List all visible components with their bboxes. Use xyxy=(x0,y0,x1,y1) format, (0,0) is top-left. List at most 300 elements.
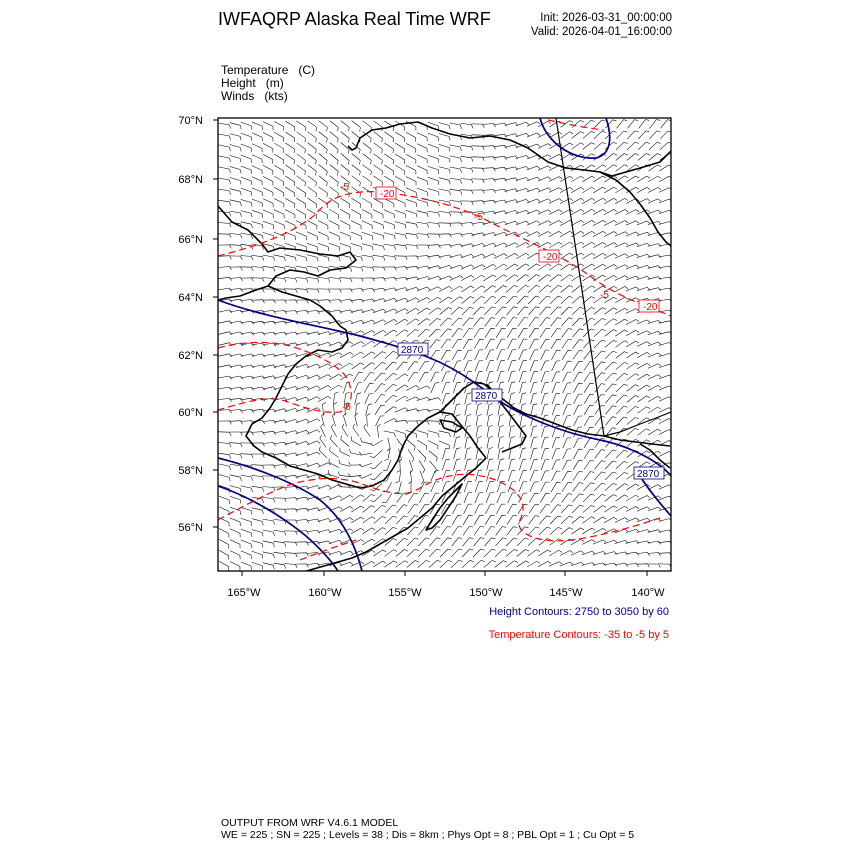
wind-barb xyxy=(285,165,294,175)
wind-barb xyxy=(648,255,661,258)
wind-barb xyxy=(219,507,229,515)
wind-barb xyxy=(616,165,628,172)
wind-barb xyxy=(605,483,617,490)
wind-barb xyxy=(472,146,485,150)
wind-barb xyxy=(362,221,372,229)
wind-barb xyxy=(307,198,316,208)
wind-barb xyxy=(319,121,328,132)
wind-barb xyxy=(384,165,393,175)
wind-barb xyxy=(252,267,265,272)
wind-barb xyxy=(572,132,584,139)
wind-barb xyxy=(638,407,651,413)
coastline-arctic-east xyxy=(600,172,671,246)
wind-barb xyxy=(584,394,594,403)
wind-barb xyxy=(528,550,540,557)
wind-barb xyxy=(361,438,373,444)
wind-barb xyxy=(329,300,342,303)
wind-barb xyxy=(508,470,515,481)
wind-barb xyxy=(550,539,562,545)
wind-barb xyxy=(428,144,439,152)
wind-barb xyxy=(582,209,595,214)
wind-barb xyxy=(627,385,639,392)
wind-barb xyxy=(516,210,529,214)
wind-barb xyxy=(572,318,583,326)
wind-barb xyxy=(241,529,252,537)
wind-barb xyxy=(406,287,419,290)
wind-barb xyxy=(519,350,527,360)
wind-barb xyxy=(509,393,515,405)
wind-barb xyxy=(263,552,275,558)
wind-barb xyxy=(539,285,551,292)
wind-barb xyxy=(352,363,365,369)
wind-barb xyxy=(584,416,593,426)
wind-barb xyxy=(582,242,595,247)
wind-barb xyxy=(418,538,429,546)
wind-barb xyxy=(307,452,320,456)
wind-barb xyxy=(519,360,527,371)
wind-barb xyxy=(540,318,551,327)
wind-barb xyxy=(450,255,463,258)
height-label-3: 2870 xyxy=(637,469,660,480)
wind-barb xyxy=(406,233,418,238)
height-contour-east xyxy=(640,476,671,516)
wind-barb xyxy=(497,504,506,514)
wind-barb xyxy=(528,275,540,282)
wind-barb xyxy=(465,415,471,427)
wind-barb xyxy=(428,441,438,450)
wind-barb xyxy=(408,505,418,514)
wind-barb xyxy=(574,405,583,415)
wind-barb xyxy=(296,364,309,367)
wind-barb xyxy=(428,421,441,425)
wind-barb xyxy=(429,451,438,462)
wind-barb xyxy=(296,198,305,208)
wind-barb xyxy=(462,560,474,567)
wind-barb xyxy=(252,562,263,569)
wind-barb xyxy=(307,375,320,379)
wind-barb xyxy=(594,120,605,128)
wind-barb xyxy=(285,354,298,357)
wind-barb xyxy=(552,393,560,404)
wind-barb xyxy=(296,542,309,546)
wind-barb xyxy=(563,383,572,393)
wind-barb xyxy=(616,417,627,425)
wind-barb xyxy=(593,528,606,533)
wind-barb xyxy=(219,167,231,173)
wind-barb xyxy=(428,431,439,438)
wind-barb xyxy=(374,373,385,381)
wind-barb xyxy=(428,276,441,280)
wind-barb xyxy=(252,432,265,435)
wind-barb xyxy=(395,298,408,302)
wind-barb xyxy=(483,233,496,236)
wind-barb xyxy=(428,234,441,238)
wind-barb xyxy=(384,431,396,437)
wind-barb xyxy=(373,288,386,291)
wind-barb xyxy=(573,361,583,370)
height-contour-note: Height Contours: 2750 to 3050 by 60 xyxy=(489,606,669,618)
wind-barb xyxy=(285,221,295,230)
wind-barb xyxy=(486,350,494,360)
wind-barb xyxy=(296,452,309,455)
wind-barb xyxy=(219,529,229,538)
wind-barb xyxy=(431,372,440,382)
wind-barb xyxy=(472,275,485,281)
wind-barb xyxy=(659,188,672,193)
wind-barb xyxy=(486,481,494,492)
wind-barb xyxy=(307,232,318,240)
wind-barb xyxy=(296,187,305,197)
wind-barb xyxy=(571,187,584,192)
wind-barb xyxy=(450,145,462,151)
wind-barb xyxy=(384,210,395,218)
wind-barb xyxy=(538,210,551,215)
wind-barb xyxy=(604,221,617,226)
wind-barb xyxy=(627,428,639,435)
wind-barb xyxy=(530,459,537,470)
wind-barb xyxy=(385,516,397,524)
wind-barb xyxy=(296,375,309,379)
wind-barb xyxy=(594,308,606,315)
wind-barb xyxy=(285,277,297,282)
wind-barb xyxy=(382,493,392,502)
wind-barb xyxy=(453,470,460,481)
wind-barb xyxy=(593,209,606,214)
wind-barb xyxy=(552,361,561,371)
wind-barb xyxy=(561,505,572,513)
wind-barb xyxy=(340,243,351,250)
wind-barb xyxy=(454,448,461,459)
wind-barb xyxy=(263,443,276,446)
wind-barb xyxy=(443,448,450,459)
wind-barb xyxy=(487,459,493,470)
lon-label-160: 160°W xyxy=(308,587,342,599)
field-height-unit: (m) xyxy=(265,76,284,90)
wind-barb xyxy=(419,372,428,382)
wind-barb xyxy=(582,231,595,236)
wind-barb xyxy=(461,233,474,236)
wind-barb xyxy=(561,275,573,282)
wind-barb xyxy=(594,340,606,348)
wind-barb xyxy=(637,385,650,391)
wind-barb xyxy=(439,156,450,163)
wind-barb xyxy=(563,394,571,405)
wind-barb xyxy=(508,360,516,371)
wind-barb xyxy=(374,505,386,512)
wind-barb xyxy=(528,527,539,535)
wind-barb xyxy=(330,176,339,187)
wind-barb xyxy=(461,254,474,257)
wind-barb xyxy=(230,540,240,549)
wind-barb xyxy=(472,124,485,128)
wind-barb xyxy=(505,221,518,225)
wind-barb xyxy=(593,198,606,203)
wind-barb xyxy=(385,362,396,370)
wind-barb xyxy=(219,245,232,249)
wind-barb xyxy=(252,133,263,141)
wind-barb xyxy=(307,397,320,402)
wind-barb xyxy=(355,393,361,404)
wind-barb xyxy=(370,450,382,457)
wind-barb xyxy=(263,177,273,186)
wind-barb xyxy=(472,168,485,172)
wind-barb xyxy=(263,266,275,271)
wind-barb xyxy=(439,178,450,185)
wind-barb xyxy=(406,308,419,313)
wind-barb xyxy=(375,384,386,393)
wind-barb xyxy=(452,527,462,536)
wind-barb xyxy=(497,493,505,504)
wind-barb xyxy=(418,329,430,337)
wind-barb xyxy=(450,265,463,269)
wind-barb xyxy=(582,253,595,259)
wind-barb xyxy=(417,386,430,390)
wind-barb xyxy=(353,424,359,436)
wind-barb xyxy=(439,431,451,437)
wind-barb xyxy=(604,198,617,203)
lat-label-64: 64°N xyxy=(178,292,203,304)
wind-barb xyxy=(563,416,571,427)
lon-label-140: 140°W xyxy=(631,587,665,599)
wind-barb xyxy=(461,156,473,161)
wind-barb xyxy=(605,340,617,347)
wind-barb xyxy=(605,461,616,469)
wind-barb xyxy=(659,288,672,291)
lat-labels xyxy=(178,115,203,534)
wind-barb xyxy=(552,437,560,448)
wind-barb xyxy=(462,297,474,304)
wind-barb xyxy=(498,437,504,449)
wind-barb xyxy=(516,221,529,225)
wind-barb xyxy=(353,372,362,382)
wind-barb xyxy=(496,515,506,524)
lon-labels xyxy=(227,587,665,599)
wind-barb xyxy=(419,493,428,503)
wind-barb xyxy=(396,550,408,557)
wind-barb xyxy=(583,505,595,512)
wind-barb xyxy=(252,122,263,130)
wind-barb xyxy=(454,459,461,470)
wind-barb xyxy=(395,154,404,164)
wind-barb xyxy=(529,339,538,349)
wind-barb xyxy=(420,471,424,484)
wind-barb xyxy=(318,463,331,468)
wind-barb xyxy=(450,244,463,247)
wind-barb xyxy=(442,372,450,382)
wind-barb xyxy=(582,528,595,534)
wind-barb xyxy=(274,121,284,130)
wind-barb xyxy=(497,339,506,349)
wind-barb xyxy=(241,540,252,548)
wind-barb xyxy=(252,144,262,153)
wind-barb xyxy=(274,552,286,557)
wind-barb xyxy=(363,176,372,186)
wind-barb xyxy=(263,188,273,197)
wind-barb xyxy=(495,286,507,293)
wind-barb xyxy=(252,540,263,547)
wind-barb xyxy=(318,321,331,324)
wind-barb xyxy=(417,308,430,314)
wind-barb xyxy=(219,354,232,357)
wind-barb xyxy=(362,320,375,324)
wind-barb xyxy=(419,361,429,370)
wind-barb xyxy=(552,449,560,460)
wind-barb xyxy=(373,232,384,239)
wind-barb xyxy=(374,516,386,523)
wind-barb xyxy=(395,309,408,314)
wind-barb xyxy=(583,143,595,150)
wind-barb xyxy=(463,538,474,547)
wind-barb xyxy=(549,562,562,567)
wind-barb xyxy=(296,277,308,282)
wind-barb xyxy=(506,275,518,282)
wind-barb xyxy=(465,393,471,404)
wind-barb xyxy=(454,437,460,449)
wind-barb xyxy=(439,211,451,216)
wind-barb xyxy=(355,413,358,426)
wind-barb xyxy=(560,176,573,181)
wind-barb xyxy=(462,549,473,557)
wind-barb xyxy=(230,562,240,571)
wind-barb xyxy=(571,176,584,182)
wind-barb xyxy=(627,396,639,403)
temp-label-4: -5 xyxy=(340,182,349,193)
wind-barb xyxy=(551,493,561,502)
wind-barb xyxy=(417,166,427,174)
wind-barb xyxy=(505,264,518,270)
wind-barb xyxy=(219,475,230,482)
wind-barb xyxy=(516,264,529,270)
wind-barb xyxy=(605,142,617,149)
wind-barb xyxy=(582,540,595,545)
temp-label-5: -5 xyxy=(474,212,483,223)
wind-barb xyxy=(406,143,416,152)
wind-barb xyxy=(241,475,253,481)
wind-barb xyxy=(473,296,485,303)
wind-barb xyxy=(505,243,518,248)
wind-barb xyxy=(352,165,361,176)
wind-barb xyxy=(595,373,606,382)
wind-barb xyxy=(252,155,262,164)
lat-label-56: 56°N xyxy=(178,522,203,534)
wind-barb xyxy=(285,132,294,142)
wind-barb xyxy=(384,176,393,186)
height-label-1: 2870 xyxy=(401,345,424,356)
wind-barb xyxy=(626,507,639,512)
wind-barb xyxy=(593,253,606,258)
wind-barb xyxy=(474,538,485,547)
wind-barb xyxy=(241,144,252,152)
wind-barb xyxy=(431,383,439,393)
wind-barb xyxy=(407,329,419,336)
map-title: IWFAQRP Alaska Real Time WRF xyxy=(218,9,491,29)
wind-barb xyxy=(452,515,462,524)
wind-barb xyxy=(472,254,485,258)
wind-barb xyxy=(219,123,231,129)
wind-barb xyxy=(297,154,306,165)
wind-barb xyxy=(483,264,496,269)
wind-barb xyxy=(318,232,328,240)
wind-barb xyxy=(527,210,540,214)
wind-barb xyxy=(274,530,286,535)
wind-barb xyxy=(285,420,298,423)
wind-barb xyxy=(307,419,320,424)
wind-barb xyxy=(241,518,252,526)
wind-barb xyxy=(606,406,617,415)
wind-barb xyxy=(615,297,628,302)
wind-barb xyxy=(408,493,418,502)
height-contour-2810 xyxy=(218,458,362,571)
wind-barb xyxy=(594,506,606,513)
wind-barb xyxy=(374,352,386,359)
wind-barb xyxy=(539,307,550,315)
wind-barb xyxy=(487,437,493,449)
wind-barb xyxy=(473,560,485,567)
wind-barb xyxy=(362,210,372,219)
wind-barb xyxy=(440,560,452,567)
wind-barb xyxy=(363,165,372,176)
wind-barb xyxy=(439,297,452,303)
wind-barb xyxy=(605,330,617,337)
wind-barb xyxy=(230,178,241,185)
wind-barb xyxy=(252,519,263,526)
wind-barb xyxy=(582,264,595,270)
lat-label-58: 58°N xyxy=(178,465,203,477)
wind-barb xyxy=(274,465,287,468)
wind-barb xyxy=(507,307,518,315)
wind-barb xyxy=(252,476,265,481)
wind-barb xyxy=(274,232,285,240)
wind-barb xyxy=(384,154,393,164)
wind-barb xyxy=(509,426,515,438)
wind-barb xyxy=(370,472,382,480)
wind-barb xyxy=(318,342,331,345)
wind-barb xyxy=(330,154,338,165)
wind-barb xyxy=(408,372,418,381)
wind-barb xyxy=(594,351,605,359)
wind-barb xyxy=(219,443,232,448)
wind-barb xyxy=(428,222,440,227)
wind-barb xyxy=(429,308,441,314)
wind-barb xyxy=(660,142,672,149)
wind-barb xyxy=(252,166,262,175)
wind-barb xyxy=(263,221,274,229)
wind-barb xyxy=(428,287,441,292)
wind-barb xyxy=(219,134,231,140)
wind-barb xyxy=(637,374,650,380)
coastline-seward-peninsula xyxy=(218,206,356,300)
wind-barb xyxy=(241,177,252,185)
wind-barb xyxy=(406,298,419,302)
wind-barb xyxy=(583,494,595,502)
wind-barb xyxy=(595,417,605,426)
wind-barb xyxy=(329,459,339,468)
wind-barb xyxy=(319,187,328,197)
wind-barb xyxy=(296,209,306,218)
wind-barb xyxy=(483,190,496,193)
wind-barb xyxy=(406,177,416,186)
wind-barb xyxy=(472,157,485,161)
wind-barb xyxy=(285,542,298,546)
wind-barb xyxy=(418,560,430,567)
wind-barb xyxy=(340,321,353,324)
wind-barb xyxy=(494,189,507,192)
wind-barb xyxy=(464,350,473,360)
wind-barb xyxy=(606,395,617,403)
wind-barb xyxy=(563,438,571,448)
wind-barb xyxy=(406,222,418,228)
wind-barb xyxy=(285,198,295,207)
